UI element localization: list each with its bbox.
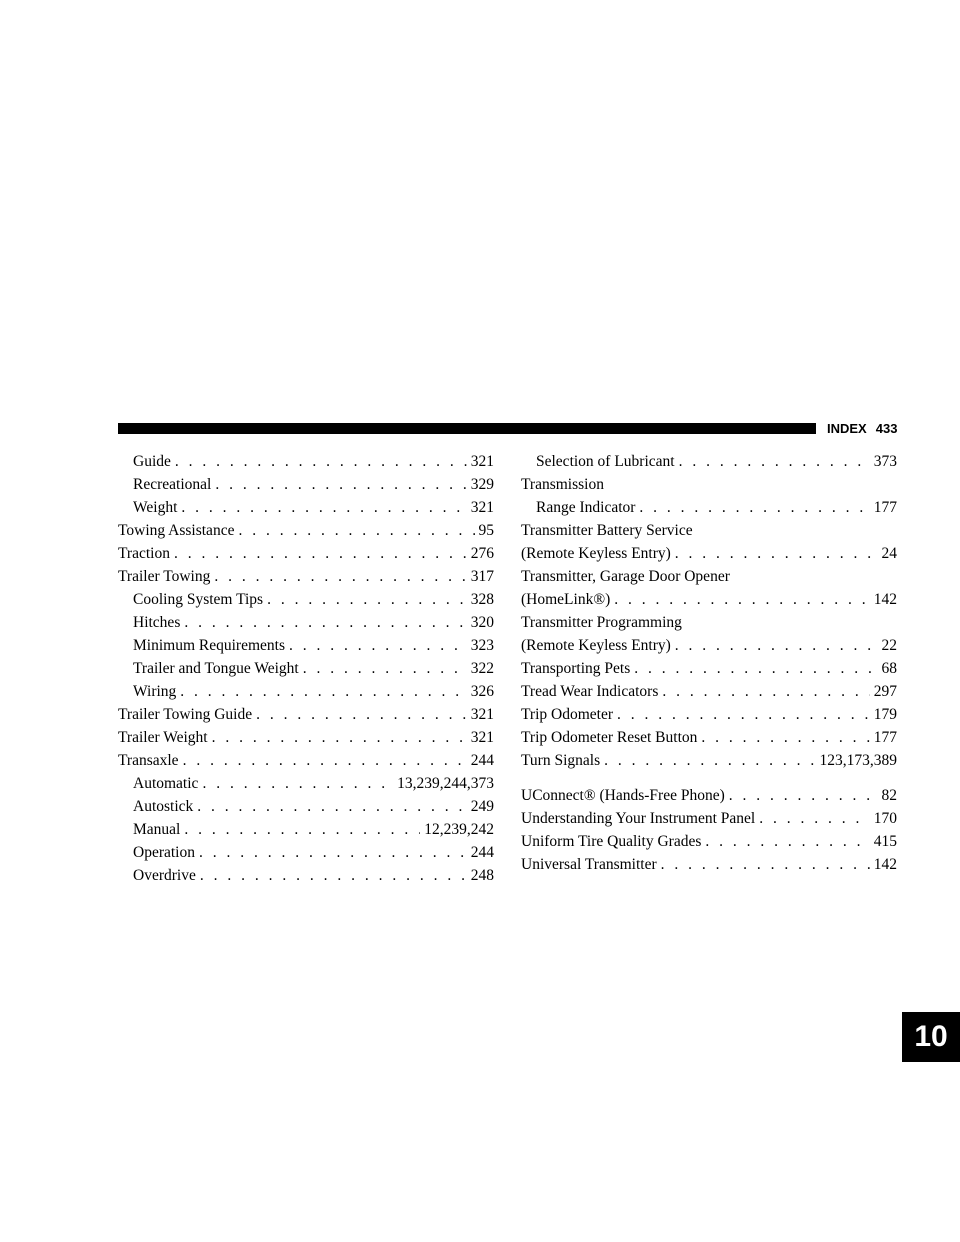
index-entry-page: 276 [470, 545, 494, 562]
dot-leader [175, 450, 467, 473]
index-entry [521, 496, 897, 519]
index-entry [521, 634, 897, 657]
index-entry [521, 784, 897, 807]
running-header [827, 420, 907, 438]
header-section: INDEX [827, 421, 867, 436]
index-entry-label: Range Indicator [536, 499, 636, 516]
index-column-right [521, 450, 897, 876]
index-entry-label: Transmitter Programming [521, 614, 682, 631]
index-entry-label: Trailer Weight [118, 729, 208, 746]
dot-leader [604, 749, 815, 772]
index-entry-label: Trip Odometer [521, 706, 613, 723]
index-entry-page: 297 [873, 683, 897, 700]
index-entry [118, 749, 494, 772]
index-entry-page: 24 [881, 545, 897, 562]
index-column-left [118, 450, 494, 887]
index-entry [118, 703, 494, 726]
dot-leader [701, 726, 869, 749]
index-entry-label: Transmitter Battery Service [521, 522, 693, 539]
index-entry [118, 496, 494, 519]
index-entry [521, 657, 897, 680]
index-entry [521, 703, 897, 726]
index-entry-page: 142 [873, 856, 897, 873]
dot-leader [200, 864, 467, 887]
index-entry-page: 248 [470, 867, 494, 884]
index-entry-page: 95 [478, 522, 494, 539]
index-entry-label: Uniform Tire Quality Grades [521, 833, 702, 850]
index-entry-label: (HomeLink®) [521, 591, 611, 608]
index-entry [118, 818, 494, 841]
dot-leader [705, 830, 869, 853]
index-entry-label: Trailer Towing Guide [118, 706, 253, 723]
index-entry-label: Hitches [133, 614, 181, 631]
index-entry [118, 588, 494, 611]
index-entry-page: 249 [470, 798, 494, 815]
index-entry-page: 123,173,389 [819, 752, 897, 769]
index-entry-label: Selection of Lubricant [536, 453, 675, 470]
index-entry-label: (Remote Keyless Entry) [521, 637, 671, 654]
index-entry [118, 680, 494, 703]
index-entry-page: 177 [873, 499, 897, 516]
dot-leader [634, 657, 877, 680]
index-entry-label: Universal Transmitter [521, 856, 657, 873]
dot-leader [181, 496, 466, 519]
index-entry-page: 244 [470, 844, 494, 861]
dot-leader [662, 680, 869, 703]
dot-leader [729, 784, 878, 807]
index-entry [118, 519, 494, 542]
dot-leader [759, 807, 870, 830]
index-entry-page: 170 [873, 810, 897, 827]
index-entry [521, 726, 897, 749]
index-entry-page: 329 [470, 476, 494, 493]
index-entry [521, 588, 897, 611]
index-entry-label: Trip Odometer Reset Button [521, 729, 698, 746]
header-page-number: 433 [875, 421, 898, 436]
index-entry-label: Turn Signals [521, 752, 601, 769]
index-entry [521, 830, 897, 853]
dot-leader [212, 726, 467, 749]
chapter-tab: 10 [902, 1012, 960, 1062]
index-entry-label: Autostick [133, 798, 194, 815]
index-entry-page: 321 [470, 453, 494, 470]
dot-leader [214, 565, 466, 588]
dot-leader [215, 473, 466, 496]
index-entry-label: Operation [133, 844, 195, 861]
index-entry-page: 179 [873, 706, 897, 723]
index-entry-label: Trailer and Tongue Weight [133, 660, 299, 677]
dot-leader [675, 542, 878, 565]
index-entry [521, 565, 897, 588]
dot-leader [184, 611, 466, 634]
index-entry [118, 864, 494, 887]
dot-leader [202, 772, 393, 795]
index-entry [118, 450, 494, 473]
index-entry-label: Understanding Your Instrument Panel [521, 810, 756, 827]
index-entry-page: 415 [873, 833, 897, 850]
index-entry-label: Traction [118, 545, 170, 562]
index-entry-page: 321 [470, 729, 494, 746]
index-entry [118, 611, 494, 634]
index-entry [118, 634, 494, 657]
index-entry [521, 611, 897, 634]
dot-leader [614, 588, 869, 611]
index-entry [118, 542, 494, 565]
index-entry-label: Manual [133, 821, 181, 838]
index-entry [521, 853, 897, 876]
index-entry-label: Guide [133, 453, 171, 470]
dot-leader [289, 634, 467, 657]
dot-leader [661, 853, 870, 876]
dot-leader [183, 749, 467, 772]
index-entry-label: Minimum Requirements [133, 637, 285, 654]
dot-leader [238, 519, 474, 542]
index-entry-label: Tread Wear Indicators [521, 683, 659, 700]
dot-leader [675, 634, 878, 657]
index-entry-label: Towing Assistance [118, 522, 235, 539]
index-entry-label: Transmission [521, 476, 604, 493]
index-entry-label: Recreational [133, 476, 212, 493]
index-entry-page: 373 [873, 453, 897, 470]
index-entry-label: Trailer Towing [118, 568, 211, 585]
dot-leader [256, 703, 467, 726]
index-entry-page: 320 [470, 614, 494, 631]
index-entry-page: 82 [881, 787, 897, 804]
index-entry-page: 22 [881, 637, 897, 654]
dot-leader [267, 588, 467, 611]
index-entry-page: 12,239,242 [424, 821, 494, 838]
index-entry-label: Automatic [133, 775, 199, 792]
index-entry [521, 519, 897, 542]
index-entry-page: 321 [470, 706, 494, 723]
index-entry-label: UConnect® (Hands-Free Phone) [521, 787, 725, 804]
index-entry-label: Transporting Pets [521, 660, 631, 677]
index-entry-label: (Remote Keyless Entry) [521, 545, 671, 562]
dot-leader [639, 496, 869, 519]
index-entry-label: Weight [133, 499, 178, 516]
index-entry-page: 326 [470, 683, 494, 700]
dot-leader [174, 542, 467, 565]
index-entry [118, 726, 494, 749]
dot-leader [303, 657, 467, 680]
index-entry-label: Transmitter, Garage Door Opener [521, 568, 730, 585]
index-entry [521, 749, 897, 772]
dot-leader [197, 795, 466, 818]
dot-leader [180, 680, 466, 703]
index-entry [118, 795, 494, 818]
index-entry [118, 841, 494, 864]
index-entry-page: 142 [873, 591, 897, 608]
index-entry-page: 323 [470, 637, 494, 654]
index-entry-page: 317 [470, 568, 494, 585]
dot-leader [199, 841, 467, 864]
index-entry [521, 680, 897, 703]
index-entry-page: 68 [881, 660, 897, 677]
index-entry [521, 450, 897, 473]
index-entry-label: Wiring [133, 683, 177, 700]
index-entry-page: 244 [470, 752, 494, 769]
header-rule [118, 423, 816, 434]
index-entry-label: Cooling System Tips [133, 591, 264, 608]
index-entry [118, 657, 494, 680]
index-entry [521, 542, 897, 565]
index-entry-page: 13,239,244,373 [397, 775, 494, 792]
index-entry [521, 473, 897, 496]
index-entry-page: 322 [470, 660, 494, 677]
dot-leader [617, 703, 870, 726]
index-entry [118, 473, 494, 496]
index-entry-page: 177 [873, 729, 897, 746]
index-entry-page: 328 [470, 591, 494, 608]
index-entry-page: 321 [470, 499, 494, 516]
index-entry-label: Transaxle [118, 752, 179, 769]
dot-leader [679, 450, 870, 473]
index-entry [118, 772, 494, 795]
index-entry-label: Overdrive [133, 867, 196, 884]
index-entry [118, 565, 494, 588]
index-entry [521, 807, 897, 830]
dot-leader [184, 818, 420, 841]
